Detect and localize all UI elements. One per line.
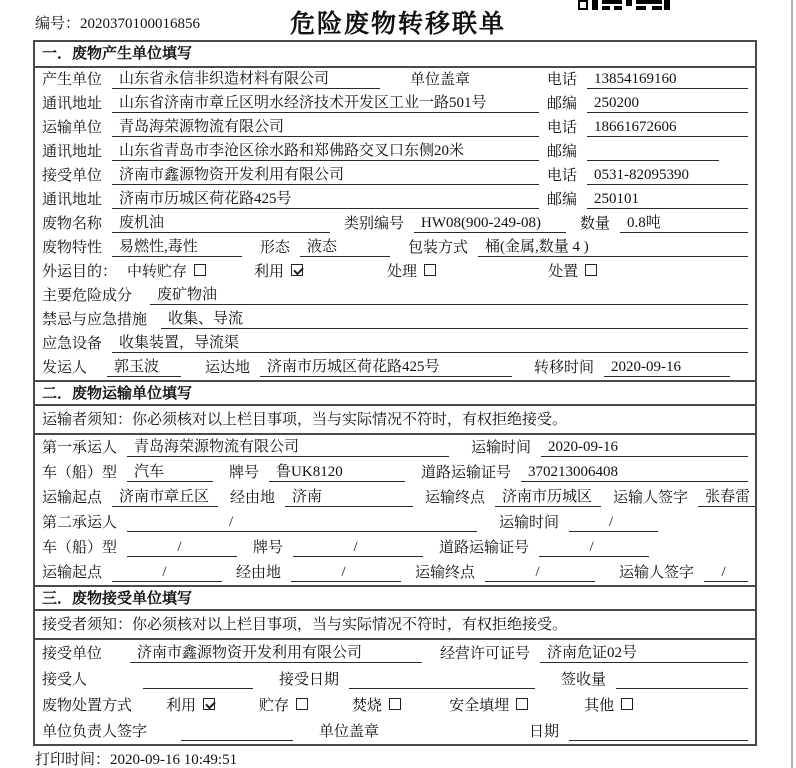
vehicle2-label: 车（船）型 [42,540,118,556]
equipment-value: 收集装置，导流渠 [112,334,748,353]
sign2-value: / [704,563,748,582]
origin1-value: 济南市章丘区 [112,488,218,507]
row-receiver [35,164,755,188]
purpose-option-label: 中转贮存 [127,264,188,280]
row-accept-unit [35,640,755,666]
zip3-label: 邮编 [547,192,578,208]
row-acceptor [35,666,755,692]
zip1-label: 邮编 [547,96,578,112]
producer-value: 山东省永信非织造材料有限公司 [112,70,380,89]
destination-value: 济南市历城区荷花路425号 [260,358,512,377]
packing-value: 桶(金属,数量 4 ) [478,238,748,257]
row-transporter [35,116,755,140]
disposal-option-other [584,694,633,715]
disposal-utilize-checkbox [203,698,215,710]
row-hazard [35,284,755,308]
row-route2 [35,560,755,585]
section3-notice: 接受者须知：你必须核对以上栏目事项，当与实际情况不符时，有权拒绝接受。 [35,611,755,640]
vehicle1-value: 汽车 [127,463,213,482]
row-addr2-left [42,140,547,161]
character-value: 易燃性,毒性 [112,238,242,257]
origin2-label: 运输起点 [42,565,103,581]
accept-unit-value: 济南市鑫源物资开发利用有限公司 [130,644,422,663]
shipper-value: 郭玉波 [107,358,181,377]
utilize-checkbox [291,264,303,276]
end2-value: / [485,563,595,582]
manager-sign-label: 单位负责人签字 [42,724,148,740]
sign1-value: 张春雷 [698,488,755,507]
row-addr3-right [547,188,748,209]
row-producer-address [35,92,755,116]
acceptor-value [143,688,253,689]
phone3-label: 电话 [547,168,578,184]
row-manager-sign [35,718,755,744]
row-receiver-address [35,188,755,212]
transfer-storage-checkbox [194,264,206,276]
permit-label: 经营许可证号 [440,646,531,662]
phone2-label: 电话 [547,120,578,136]
transfer-date-label: 转移时间 [534,360,595,376]
carrier1-value: 青岛海荣源物流有限公司 [127,438,449,457]
hazard-value: 废矿物油 [150,286,748,305]
print-time-label: 打印时间： [35,752,111,768]
sign1-label: 运输人签字 [613,490,689,506]
treat-checkbox [424,264,436,276]
receiver-value: 济南市鑫源物资开发利用有限公司 [112,166,539,185]
origin2-value: / [112,563,222,582]
time2-label: 运输时间 [499,515,560,531]
row-route1 [35,485,755,510]
purpose-option-label: 处置 [548,264,579,280]
row-addr1-left [42,92,547,113]
row-carrier2 [35,510,755,535]
manifest-form [33,40,757,746]
acceptor-label: 接受人 [42,672,88,688]
disposal-other-checkbox [621,698,633,710]
row-vehicle1 [35,460,755,485]
row-taboo [35,308,755,332]
waste-name-value: 废机油 [112,214,330,233]
shipper-label: 发运人 [42,360,88,376]
row-equipment [35,332,755,356]
row-receiver-right [547,164,748,185]
phone1-label: 电话 [547,72,578,88]
purpose-option-treat [387,260,436,281]
phone2-value: 18661672606 [587,118,748,137]
addr2-value: 山东省青岛市李沧区徐水路和郑佛路交叉口东侧20米 [112,142,539,161]
zip3-value: 250101 [587,190,748,209]
unit-seal-label: 单位盖章 [410,72,471,88]
form-label: 形态 [260,240,291,256]
time1-value: 2020-09-16 [541,438,748,457]
plate2-value: / [293,538,423,557]
permit-value: 济南危证02号 [540,644,748,663]
plate1-value: 鲁UK8120 [269,463,405,482]
license2-label: 道路运输证号 [439,540,530,556]
packing-label: 包装方式 [408,240,469,256]
end2-label: 运输终点 [415,565,476,581]
carrier2-label: 第二承运人 [42,515,118,531]
addr1-label: 通讯地址 [42,96,103,112]
via1-value: 济南 [285,488,413,507]
waste-name-label: 废物名称 [42,216,103,232]
sign2-label: 运输人签字 [619,565,695,581]
received-qty-label: 签收量 [561,672,607,688]
origin1-label: 运输起点 [42,490,103,506]
disposal-storage-checkbox [296,698,308,710]
row-carrier1 [35,435,755,460]
zip2-value [587,160,719,161]
row-receiver-left [42,164,547,185]
taboo-label: 禁忌与应急措施 [42,312,148,328]
addr1-value: 山东省济南市章丘区明水经济技术开发区工业一路501号 [112,94,539,113]
addr2-label: 通讯地址 [42,144,103,160]
page-title: 危险废物转移联单 [289,10,506,38]
addr3-label: 通讯地址 [42,192,103,208]
purpose-option-label: 利用 [254,264,285,280]
row-transporter-left [42,116,547,137]
row-transporter-right [547,116,748,137]
category-label: 类别编号 [344,216,405,232]
via2-label: 经由地 [236,565,282,581]
row-addr3-left [42,188,547,209]
row-producer-right [547,68,748,89]
row-addr1-right [547,92,748,113]
category-value: HW08(900-249-08) [414,214,566,233]
serial-label: 编号： [35,16,81,32]
transfer-date-value: 2020-09-16 [604,358,730,377]
purpose-option-utilize [254,260,303,281]
disposal-landfill-checkbox [516,698,528,710]
zip2-label: 邮编 [547,144,578,160]
disposal-option-landfill [449,694,528,715]
row-waste-character [35,236,755,260]
time2-value: / [569,513,658,532]
accept-date-label: 接受日期 [279,672,340,688]
date-value [569,740,748,741]
vehicle2-value: / [127,538,237,557]
license2-value: / [539,538,649,557]
carrier2-value: / [127,513,477,532]
serial-value: 2020370100016856 [80,16,201,32]
plate2-label: 牌号 [253,540,284,556]
license1-label: 道路运输证号 [421,465,512,481]
row-shipper [35,356,755,380]
section1-heading: 一．废物产生单位填写 [35,42,755,68]
accept-unit-label: 接受单位 [42,646,103,662]
addr3-value: 济南市历城区荷花路425号 [112,190,539,209]
transporter-value: 青岛海荣源物流有限公司 [112,118,539,137]
purpose-option-label: 处理 [387,264,418,280]
disposal-label: 废物处置方式 [42,698,133,714]
via2-value: / [291,563,401,582]
phone1-value: 13854169160 [587,70,748,89]
seal-label: 单位盖章 [319,724,380,740]
row-purpose [35,260,755,284]
phone3-value: 0531-82095390 [587,166,748,185]
carrier1-label: 第一承运人 [42,440,118,456]
row-producer [35,68,755,92]
row-addr2-right [547,140,748,161]
purpose-option-transfer-storage [127,260,206,281]
taboo-value: 收集、导流 [161,310,748,329]
form-value: 液态 [300,238,390,257]
document-header [0,0,796,40]
disposal-option-utilize [166,694,215,715]
purpose-option-dispose [548,260,597,281]
plate1-label: 牌号 [229,465,260,481]
row-disposal [35,692,755,718]
disposal-option-storage [259,694,308,715]
zip1-value: 250200 [587,94,748,113]
disposal-option-label: 利用 [166,698,197,714]
section2-notice: 运输者须知：你必须核对以上栏目事项，当与实际情况不符时，有权拒绝接受。 [35,406,755,435]
page-edge-divider [791,0,793,768]
equipment-label: 应急设备 [42,336,103,352]
disposal-option-label: 其他 [584,698,615,714]
print-time-line [35,748,237,768]
qr-code-fragment-icon [578,0,670,11]
manager-sign-value [181,740,293,741]
row-vehicle2 [35,535,755,560]
row-transporter-address [35,140,755,164]
end1-label: 运输终点 [425,490,486,506]
purpose-label: 外运目的： [42,264,118,280]
date-label: 日期 [529,724,560,740]
section2-heading: 二．废物运输单位填写 [35,380,755,406]
disposal-option-label: 焚烧 [352,698,383,714]
accept-date-value [349,688,535,689]
row-producer-left [42,68,547,89]
quantity-label: 数量 [580,216,611,232]
disposal-option-label: 贮存 [259,698,290,714]
destination-label: 运达地 [205,360,251,376]
end1-value: 济南市历城区 [495,488,601,507]
receiver-label: 接受单位 [42,168,103,184]
license1-value: 370213006408 [521,463,748,482]
disposal-option-incinerate [352,694,401,715]
time1-label: 运输时间 [471,440,532,456]
hazard-label: 主要危险成分 [42,288,133,304]
quantity-value: 0.8吨 [620,214,748,233]
disposal-option-label: 安全填埋 [449,698,510,714]
vehicle1-label: 车（船）型 [42,465,118,481]
received-qty-value [616,688,748,689]
transporter-label: 运输单位 [42,120,103,136]
via1-label: 经由地 [230,490,276,506]
producer-label: 产生单位 [42,72,103,88]
dispose-checkbox [585,264,597,276]
character-label: 废物特性 [42,240,103,256]
row-waste-name [35,212,755,236]
disposal-incinerate-checkbox [389,698,401,710]
print-time-value: 2020-09-16 10:49:51 [110,752,238,768]
section3-heading: 三．废物接受单位填写 [35,585,755,611]
